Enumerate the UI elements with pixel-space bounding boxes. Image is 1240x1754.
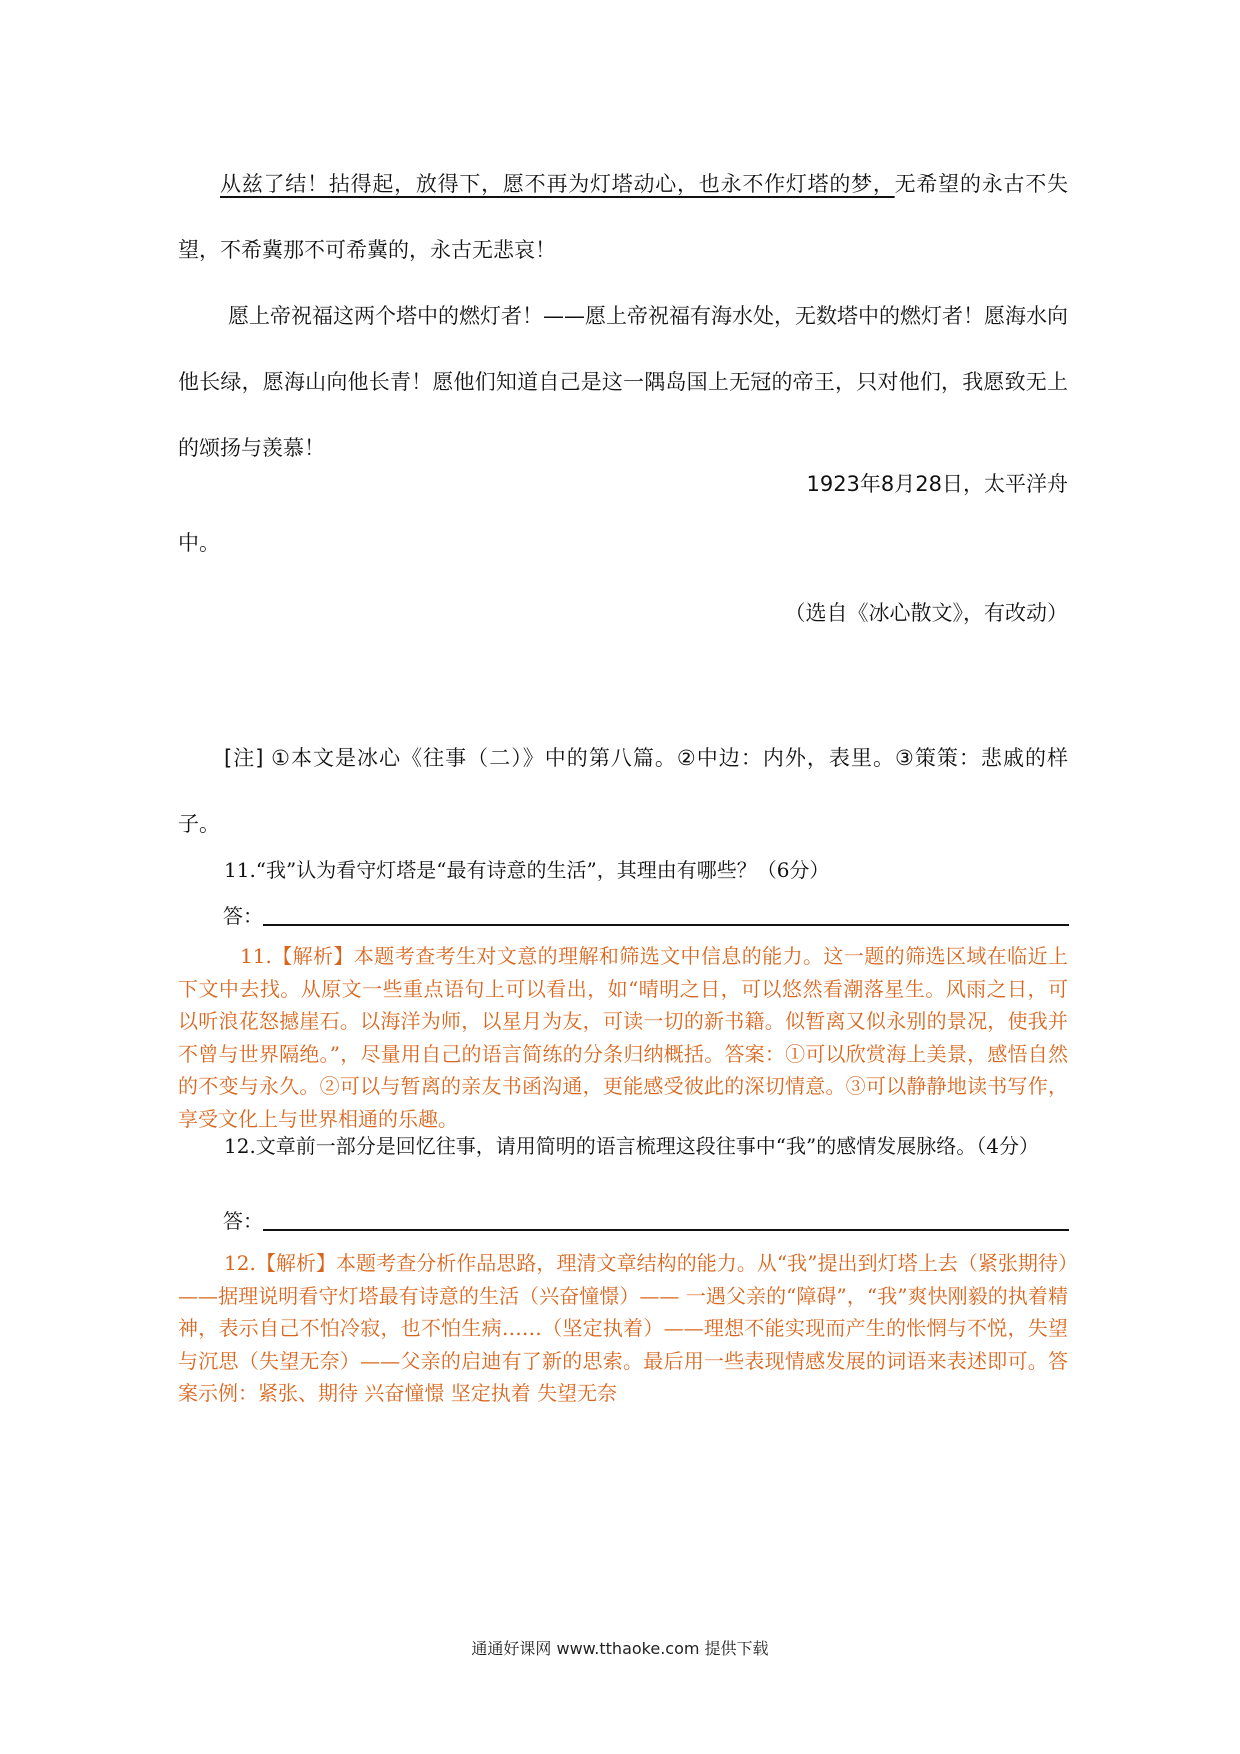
essay-paragraph-1 bbox=[178, 151, 1068, 283]
question-11: 11.“我”认为看守灯塔是“最有诗意的生活”，其理由有哪些？（6分） bbox=[224, 858, 830, 882]
analysis-11: 11.【解析】本题考查考生对文意的理解和筛选文中信息的能力。这一题的筛选区域在临近上下文中去找。从原文一些重点语句上可以看出，如“晴明之日，可以悠然看潮落星生。风雨之日，可以听浪花怒撼崖石。以海洋为师，以星月为友，可读一切的新书籍。似暂离又似永别的景况，使我并不曾与世界隔绝。”，尽量用自己的语言简练的分条归纳概括。答案：①可以欣赏海上美景，感悟自然的不变与永久。②可以与暂离的亲友书函沟通，更能感受彼此的深切情意。③可以静静地读书写作，享受文化上与世界相通的乐趣。 bbox=[178, 944, 1068, 1131]
analysis-12: 12.【解析】本题考查分析作品思路，理清文章结构的能力。从“我”提出到灯塔上去（紧张期待）——据理说明看守灯塔最有诗意的生活（兴奋憧憬）—— 一遇父亲的“障碍”，“我”爽快刚毅的执着精神，表示自己不怕冷寂，也不怕生病……（坚定执着）——理想不能实现而产生的怅惘与不悦，失望与沉思（失望无奈）——父亲的启迪有了新的思索。最后用一些表现情感发展的词语来表述即可。答案示例：紧张、期待 兴奋憧憬 坚定执着 失望无奈 bbox=[178, 1251, 1068, 1405]
answer-label-12: 答： bbox=[223, 1209, 263, 1233]
answer-blank-12 bbox=[263, 1229, 1069, 1231]
underlined-sentence: 从兹了结！拈得起，放得下，愿不再为灯塔动心，也永不作灯塔的梦， bbox=[220, 172, 895, 196]
page-footer: 通通好课网 www.tthaoke.com 提供下载 bbox=[471, 1639, 769, 1658]
source-citation: （选自《冰心散文》，有改动） bbox=[784, 601, 1068, 625]
answer-line-12[interactable] bbox=[223, 1205, 263, 1234]
answer-label-11: 答： bbox=[223, 904, 263, 928]
date-line-continued: 中。 bbox=[178, 531, 220, 555]
answer-blank-11 bbox=[263, 924, 1069, 926]
question-12: 12.文章前一部分是回忆往事，请用简明的语言梳理这段往事中“我”的感情发展脉络。（4分） bbox=[224, 1134, 1039, 1158]
essay-paragraph-1-rest: 无希望的永古不失望，不希冀那不可希冀的，永古无悲哀！ bbox=[178, 172, 1068, 262]
date-line: 1923年8月28日，太平洋舟 bbox=[806, 472, 1068, 496]
essay-paragraph-2: 愿上帝祝福这两个塔中的燃灯者！——愿上帝祝福有海水处，无数塔中的燃灯者！愿海水向他长绿，愿海山向他长青！愿他们知道自己是这一隅岛国上无冠的帝王，只对他们，我愿致无上的颂扬与羡慕！ bbox=[178, 304, 1068, 460]
answer-line-11[interactable] bbox=[223, 900, 263, 929]
annotation-note: [注] ①本文是冰心《往事（二）》中的第八篇。②中边：内外，表里。③策策：悲戚的样子。 bbox=[178, 746, 1068, 836]
